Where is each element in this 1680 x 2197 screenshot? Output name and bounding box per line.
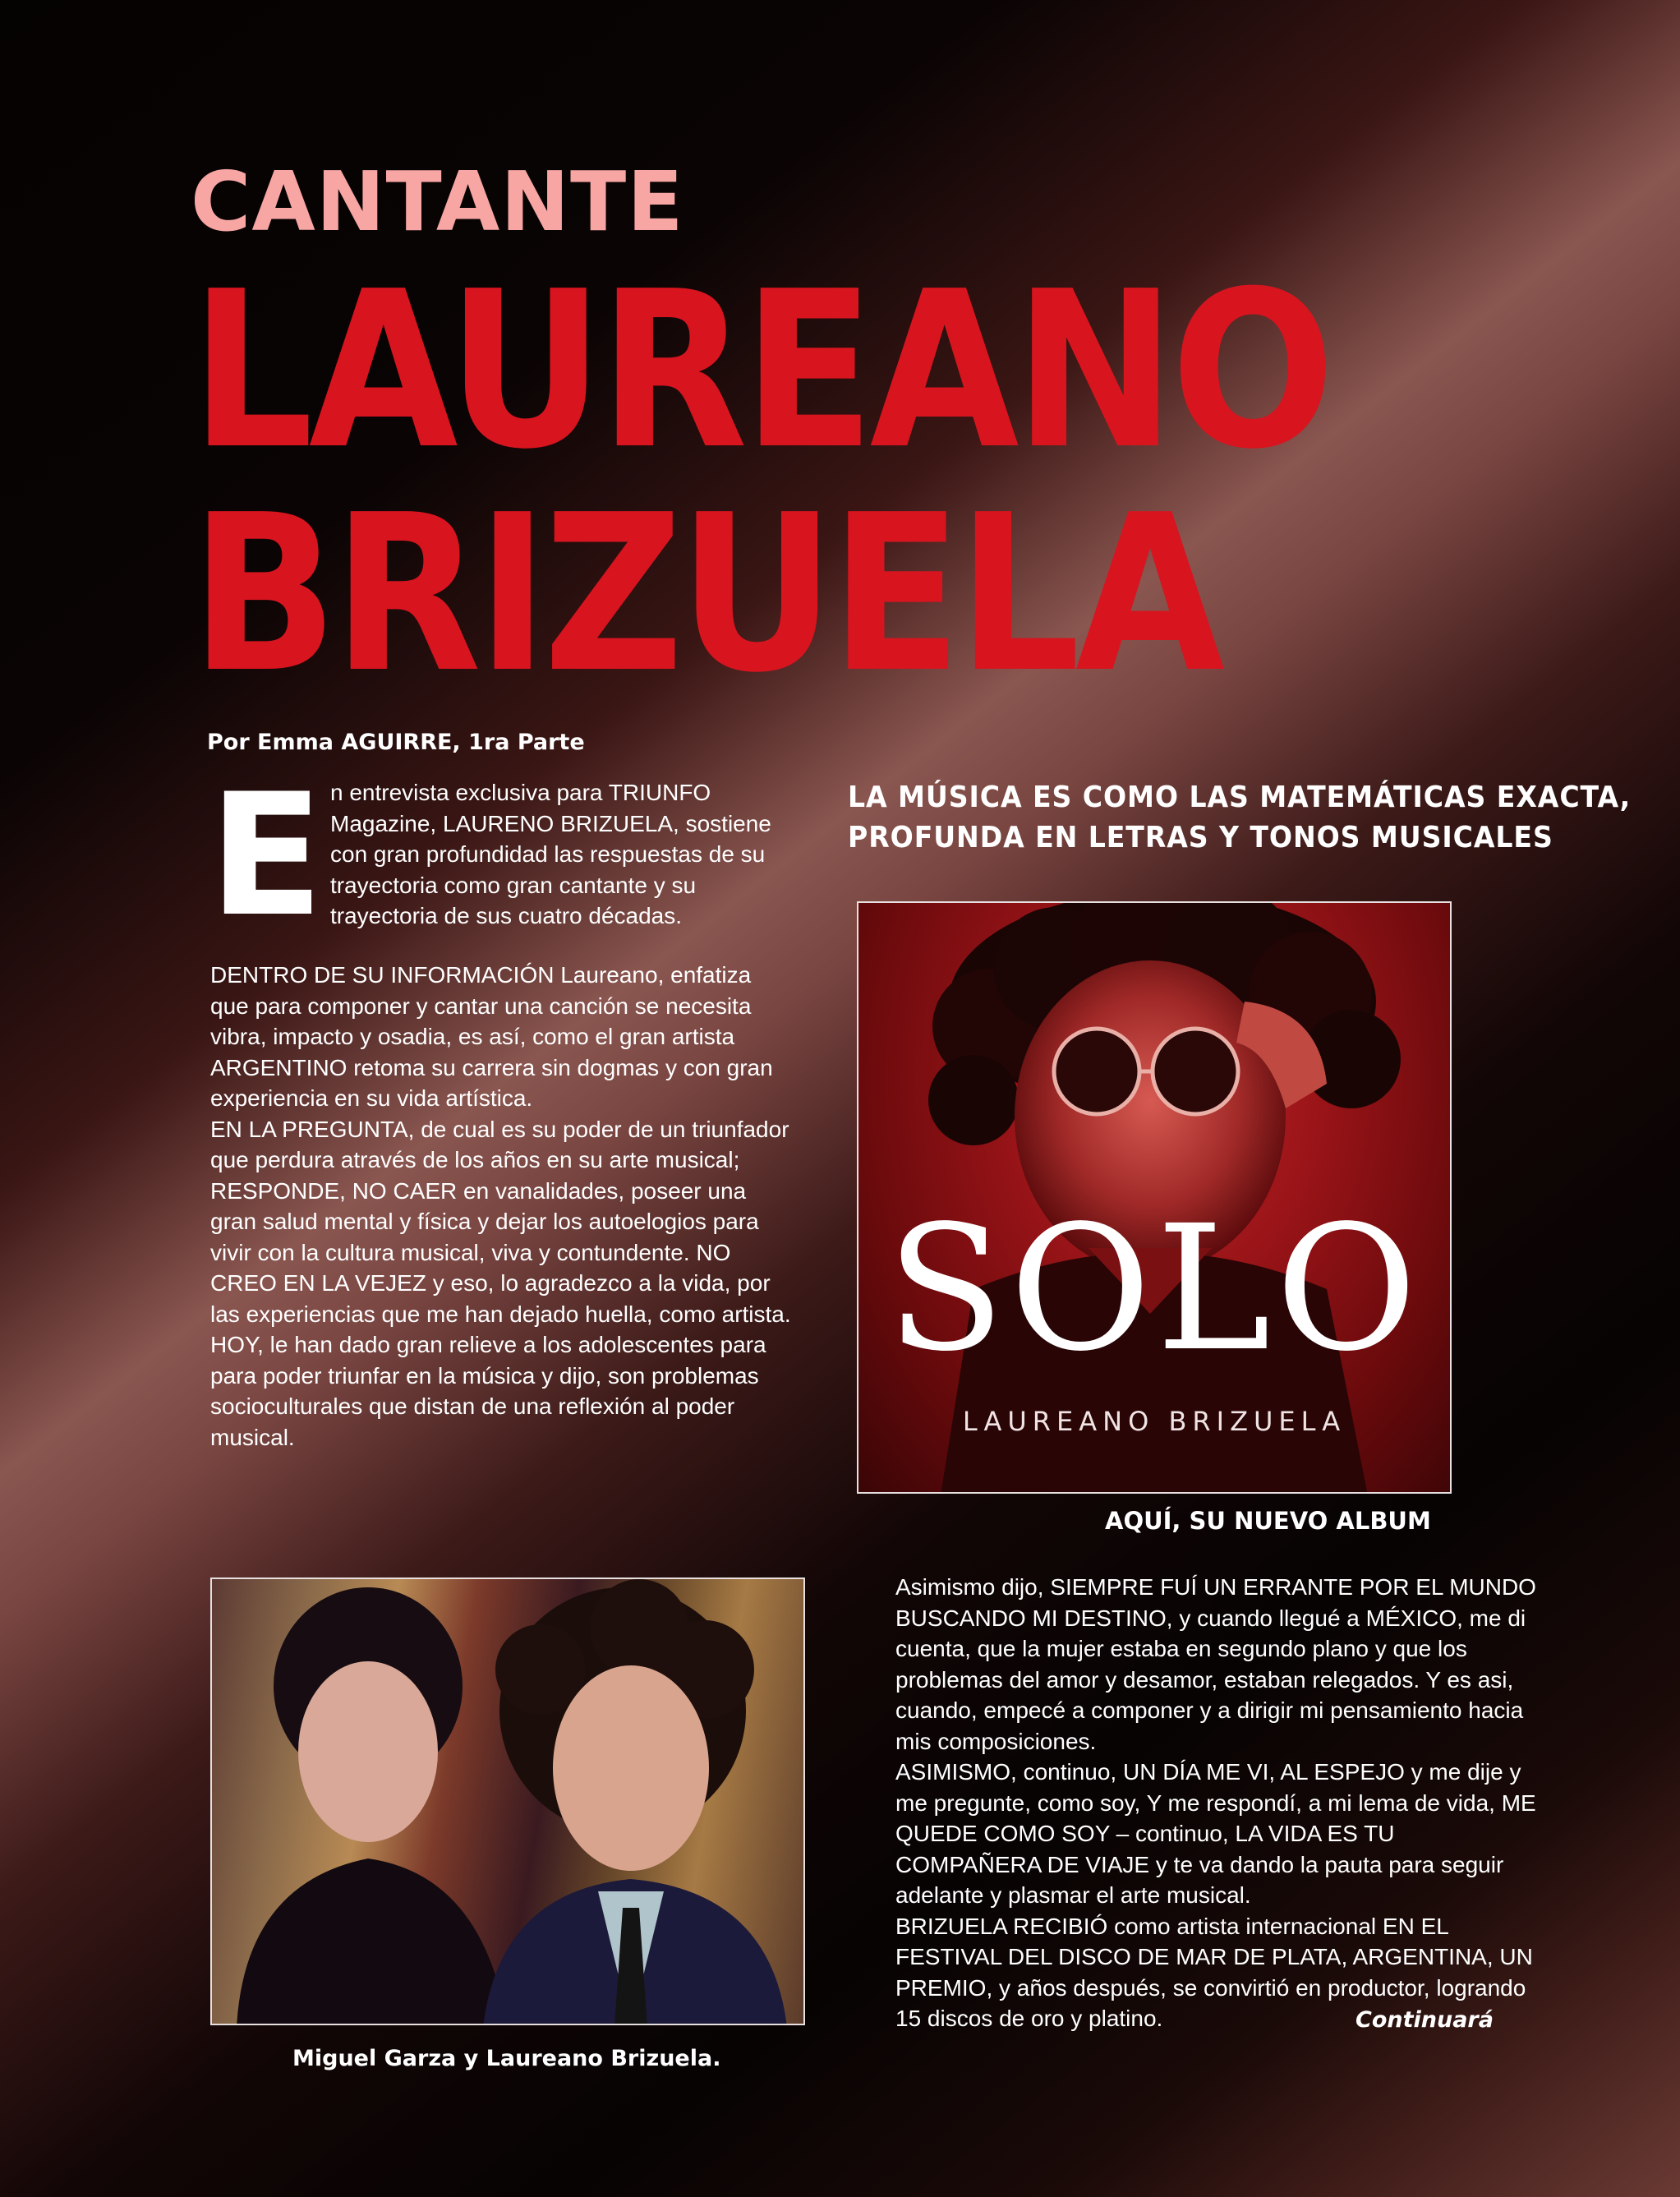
article-paragraph: Asimismo dijo, SIEMPRE FUÍ UN ERRANTE POR EL MUNDO BUSCANDO MI DESTINO, y cuando llegué a MÉXICO, me di cuenta, que la mujer estaba en segundo plano y que los problemas del amor y desamor, estaban relegados. Y es asi, cuando, empecé a componer y a dirigir mi pensamiento hacia mis composiciones. [895,1574,1536,1754]
byline: Por Emma AGUIRRE, 1ra Parte [207,730,585,755]
article-column-left [210,960,794,1453]
article-paragraph: ASIMISMO, continuo, UN DÍA ME VI, AL ESPEJO y me dije y me pregunte, como soy, Y me respondí, a mi lema de vida, ME QUEDE COMO SOY – continuo, LA VIDA ES TU COMPAÑERA DE VIAJE y te va dando la pauta para seguir adelante y plasmar el arte musical. [895,1759,1536,1908]
pull-quote-line: LA MÚSICA ES COMO LAS MATEMÁTICAS EXACTA, [848,781,1632,814]
article-paragraph: EN LA PREGUNTA, de cual es su poder de un triunfador que perdura através de los años en su arte musical; RESPONDE, NO CAER en vanalidades, poseer una gran salud mental y física y dejar los autoelogios para vivir con la cultura musical, viva y contundente. NO CREO EN LA VEJEZ y eso, lo agradezco a la vida, por las experiencias que me han dejado huella, como artista. HOY, le han dado gran relieve a los adolescentes para para poder triunfar en la música y dijo, son problemas socioculturales que distan de una reflexión al poder musical. [210,1116,791,1450]
headline-last-name: BRIZUELA [191,468,1220,721]
photo-image [210,1578,805,2025]
continued-label: Continuará [1356,2007,1494,2033]
album-caption: AQUÍ, SU NUEVO ALBUM [1105,1507,1431,1535]
headline-first-name: LAUREANO [191,245,1331,497]
album-title: SOLO [886,1188,1422,1389]
article-column-right [895,1572,1536,2034]
pull-quote [848,777,1631,858]
album-cover-image [857,901,1452,1494]
pull-quote-line: PROFUNDA EN LETRAS Y TONOS MUSICALES [848,821,1553,854]
photo-caption: Miguel Garza y Laureano Brizuela. [292,2046,721,2071]
article-paragraph: BRIZUELA RECIBIÓ como artista internacional EN EL FESTIVAL DEL DISCO DE MAR DE PLATA, ARGENTINA, UN PREMIO, y años después, se convirtió en productor, logrando 15 discos de oro y platino. [895,1913,1533,2031]
drop-cap: E [209,758,324,954]
article-intro: n entrevista exclusiva para TRIUNFO Magazine, LAURENO BRIZUELA, sostiene con gran profundidad las respuestas de su trayectoria como gran cantante y su trayectoria de sus cuatro décadas. [330,780,771,928]
photo-two-men [212,1579,805,2025]
section-kicker: CANTANTE [191,154,684,250]
article-paragraph: DENTRO DE SU INFORMACIÓN Laureano, enfatiza que para componer y cantar una canción se necesita vibra, impacto y osadia, es así, como el gran artista ARGENTINO retoma su carrera sin dogmas y con gran experiencia en su vida artística. [210,962,773,1111]
album-artist: LAUREANO BRIZUELA [962,1406,1346,1437]
